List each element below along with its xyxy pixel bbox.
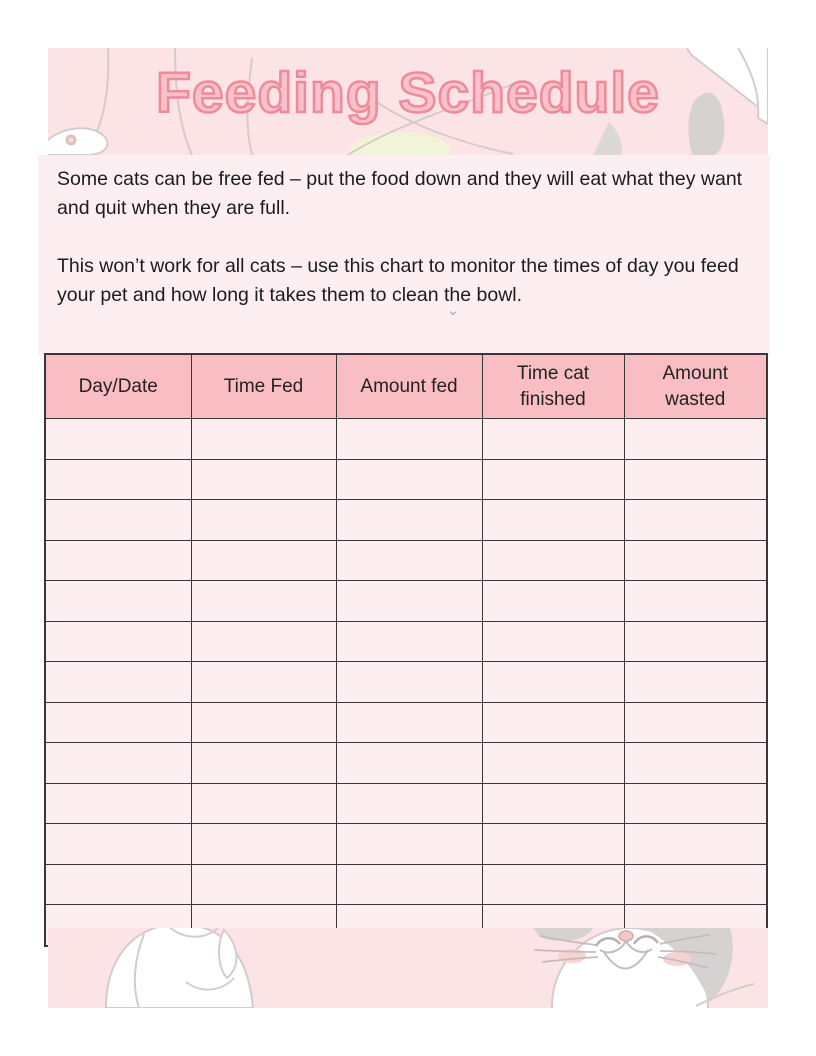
column-header-time-fed: Time Fed — [191, 354, 336, 419]
empty-cell[interactable] — [191, 864, 336, 905]
empty-cell[interactable] — [482, 783, 624, 824]
empty-cell[interactable] — [191, 419, 336, 460]
table-row — [45, 864, 767, 905]
table-row — [45, 702, 767, 743]
empty-cell[interactable] — [624, 702, 767, 743]
empty-cell[interactable] — [191, 621, 336, 662]
empty-cell[interactable] — [336, 419, 482, 460]
empty-cell[interactable] — [191, 743, 336, 784]
empty-cell[interactable] — [482, 864, 624, 905]
empty-cell[interactable] — [336, 743, 482, 784]
empty-cell[interactable] — [191, 662, 336, 703]
empty-cell[interactable] — [45, 864, 191, 905]
empty-cell[interactable] — [45, 500, 191, 541]
table-row — [45, 621, 767, 662]
empty-cell[interactable] — [482, 702, 624, 743]
empty-cell[interactable] — [336, 662, 482, 703]
feeding-table-body — [45, 419, 767, 946]
empty-cell[interactable] — [45, 419, 191, 460]
empty-cell[interactable] — [482, 419, 624, 460]
empty-cell[interactable] — [482, 621, 624, 662]
page-title: Feeding Schedule — [156, 61, 660, 125]
empty-cell[interactable] — [191, 500, 336, 541]
table-row — [45, 743, 767, 784]
empty-cell[interactable] — [45, 662, 191, 703]
empty-cell[interactable] — [624, 662, 767, 703]
empty-cell[interactable] — [45, 702, 191, 743]
cat-illustration-bottom-icon — [48, 928, 768, 1008]
intro-paragraph-2: This won’t work for all cats – use this chart to monitor the times of day you feed your pet and how long it takes them to clean the bowl. — [57, 255, 739, 306]
empty-cell[interactable] — [45, 621, 191, 662]
empty-cell[interactable] — [336, 500, 482, 541]
column-header-amount-wasted: Amount wasted — [624, 354, 767, 419]
empty-cell[interactable] — [624, 743, 767, 784]
empty-cell[interactable] — [45, 743, 191, 784]
table-header-row — [45, 354, 767, 419]
intro-panel — [38, 155, 770, 355]
empty-cell[interactable] — [624, 419, 767, 460]
empty-cell[interactable] — [482, 743, 624, 784]
empty-cell[interactable] — [336, 783, 482, 824]
empty-cell[interactable] — [191, 783, 336, 824]
empty-cell[interactable] — [336, 824, 482, 865]
empty-cell[interactable] — [482, 662, 624, 703]
empty-cell[interactable] — [191, 702, 336, 743]
table-row — [45, 783, 767, 824]
empty-cell[interactable] — [624, 459, 767, 500]
empty-cell[interactable] — [191, 824, 336, 865]
table-row — [45, 419, 767, 460]
table-row — [45, 500, 767, 541]
empty-cell[interactable] — [45, 824, 191, 865]
column-header-day-date: Day/Date — [45, 354, 191, 419]
empty-cell[interactable] — [336, 621, 482, 662]
feeding-schedule-table — [44, 353, 768, 947]
table-row — [45, 581, 767, 622]
column-header-amount-fed: Amount fed — [336, 354, 482, 419]
table-row — [45, 824, 767, 865]
empty-cell[interactable] — [191, 540, 336, 581]
empty-cell[interactable] — [336, 702, 482, 743]
empty-cell[interactable] — [482, 824, 624, 865]
empty-cell[interactable] — [624, 581, 767, 622]
empty-cell[interactable] — [191, 581, 336, 622]
intro-paragraph-1: Some cats can be free fed – put the food down and they will eat what they want and quit when they are full. — [57, 168, 743, 219]
title-band — [48, 48, 768, 155]
empty-cell[interactable] — [482, 459, 624, 500]
empty-cell[interactable] — [482, 540, 624, 581]
column-header-time-finished: Time cat finished — [482, 354, 624, 419]
table-row — [45, 662, 767, 703]
empty-cell[interactable] — [336, 540, 482, 581]
empty-cell[interactable] — [45, 783, 191, 824]
empty-cell[interactable] — [45, 540, 191, 581]
table-row — [45, 459, 767, 500]
empty-cell[interactable] — [191, 459, 336, 500]
empty-cell[interactable] — [624, 500, 767, 541]
empty-cell[interactable] — [624, 864, 767, 905]
footer-band — [48, 928, 768, 1008]
empty-cell[interactable] — [336, 581, 482, 622]
empty-cell[interactable] — [45, 581, 191, 622]
empty-cell[interactable] — [336, 864, 482, 905]
empty-cell[interactable] — [624, 783, 767, 824]
empty-cell[interactable] — [336, 459, 482, 500]
empty-cell[interactable] — [624, 540, 767, 581]
empty-cell[interactable] — [624, 824, 767, 865]
table-row — [45, 540, 767, 581]
empty-cell[interactable] — [624, 621, 767, 662]
empty-cell[interactable] — [45, 459, 191, 500]
empty-cell[interactable] — [482, 581, 624, 622]
chevron-down-icon[interactable]: ⌄ — [446, 302, 460, 319]
empty-cell[interactable] — [482, 500, 624, 541]
